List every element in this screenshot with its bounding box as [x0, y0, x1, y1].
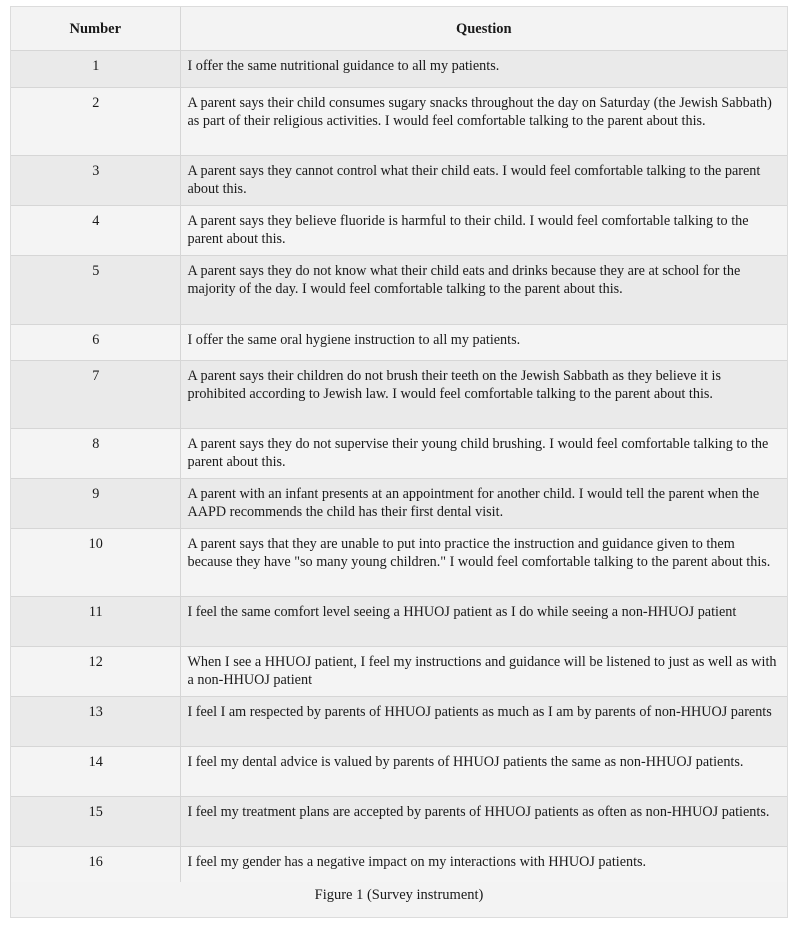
number-column-header: Number	[11, 7, 180, 51]
table-row	[11, 797, 787, 847]
table-row	[11, 51, 787, 88]
row-question: I feel my dental advice is valued by parents of HHUOJ patients the same as non-HHUOJ patients.	[180, 747, 787, 797]
row-number: 14	[11, 747, 180, 797]
row-number: 5	[11, 256, 180, 325]
figure-caption: Figure 1 (Survey instrument)	[314, 887, 484, 903]
row-number: 11	[11, 597, 180, 647]
table-row	[11, 847, 787, 882]
row-question: I feel I am respected by parents of HHUOJ patients as much as I am by parents of non-HHUOJ parents	[180, 697, 787, 747]
row-question: A parent with an infant presents at an appointment for another child. I would tell the parent when the AAPD recommends the child has their first dental visit.	[180, 479, 787, 529]
table-row	[11, 479, 787, 529]
row-number: 10	[11, 529, 180, 597]
table-row	[11, 747, 787, 797]
row-question: A parent says they do not know what their child eats and drinks because they are at school for the majority of the day. I would feel comfortable talking to the parent about this.	[180, 256, 787, 325]
survey-table	[11, 7, 787, 882]
row-number: 6	[11, 325, 180, 361]
table-row	[11, 697, 787, 747]
row-number: 13	[11, 697, 180, 747]
row-number: 4	[11, 206, 180, 256]
table-row	[11, 256, 787, 325]
row-number: 9	[11, 479, 180, 529]
table-row	[11, 429, 787, 479]
table-header-row	[11, 7, 787, 51]
row-number: 7	[11, 361, 180, 429]
row-number: 16	[11, 847, 180, 882]
table-row	[11, 206, 787, 256]
table-row	[11, 529, 787, 597]
row-question: A parent says they cannot control what their child eats. I would feel comfortable talking to the parent about this.	[180, 156, 787, 206]
table-row	[11, 325, 787, 361]
row-number: 3	[11, 156, 180, 206]
row-question: I offer the same oral hygiene instruction to all my patients.	[180, 325, 787, 361]
row-number: 2	[11, 88, 180, 156]
row-question: A parent says their child consumes sugary snacks throughout the day on Saturday (the Jewish Sabbath) as part of their religious activities. I would feel comfortable talking to the parent about this.	[180, 88, 787, 156]
row-question: I offer the same nutritional guidance to all my patients.	[180, 51, 787, 88]
row-question: I feel the same comfort level seeing a HHUOJ patient as I do while seeing a non-HHUOJ patient	[180, 597, 787, 647]
row-number: 15	[11, 797, 180, 847]
table-row	[11, 647, 787, 697]
row-question: A parent says they do not supervise their young child brushing. I would feel comfortable talking to the parent about this.	[180, 429, 787, 479]
question-column-header: Question	[180, 7, 787, 51]
table-row	[11, 597, 787, 647]
table-row	[11, 156, 787, 206]
row-question: A parent says their children do not brush their teeth on the Jewish Sabbath as they believe it is prohibited according to Jewish law. I would feel comfortable talking to the parent about this.	[180, 361, 787, 429]
row-question: A parent says they believe fluoride is harmful to their child. I would feel comfortable talking to the parent about this.	[180, 206, 787, 256]
row-number: 8	[11, 429, 180, 479]
row-number: 12	[11, 647, 180, 697]
figure-frame	[10, 6, 788, 918]
row-question: A parent says that they are unable to put into practice the instruction and guidance given to them because they have "so many young children." I would feel comfortable talking to the parent about this.	[180, 529, 787, 597]
survey-table-body	[11, 51, 787, 882]
row-question: When I see a HHUOJ patient, I feel my instructions and guidance will be listened to just as well as with a non-HHUOJ patient	[180, 647, 787, 697]
row-number: 1	[11, 51, 180, 88]
row-question: I feel my gender has a negative impact on my interactions with HHUOJ patients.	[180, 847, 787, 882]
table-row	[11, 88, 787, 156]
table-row	[11, 361, 787, 429]
row-question: I feel my treatment plans are accepted by parents of HHUOJ patients as often as non-HHUOJ patients.	[180, 797, 787, 847]
